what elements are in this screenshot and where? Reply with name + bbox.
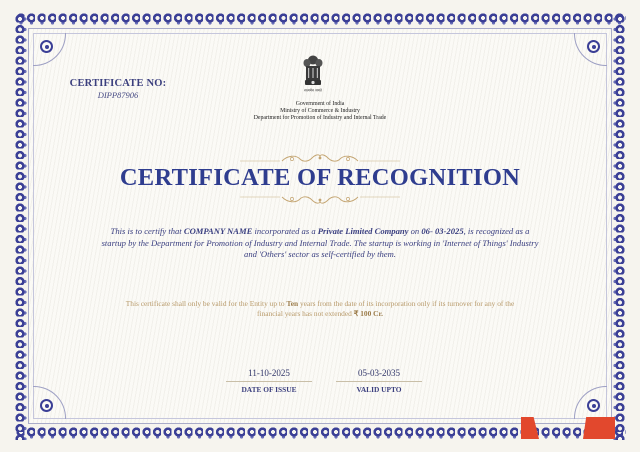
- certificate-title: CERTIFICATE OF RECOGNITION: [119, 164, 521, 191]
- corner-dot-icon: [587, 399, 600, 412]
- company-name: COMPANY NAME: [183, 226, 253, 236]
- corner-ornament-top-left: [33, 33, 61, 61]
- statement-text: on: [408, 226, 422, 236]
- divider: [226, 381, 312, 382]
- certificate-number-block: [68, 78, 168, 100]
- validity-years: Ten: [286, 299, 299, 308]
- certificate-number-value: DIPP87906: [97, 90, 139, 100]
- validity-text: years from the date of its incorporation only if its turnover for any of the financial years has not extended: [257, 299, 515, 318]
- corner-dot-icon: [40, 40, 53, 53]
- statement-text: incorporated as a: [252, 226, 318, 236]
- issuer-department: Department for Promotion of Industry and Internal Trade: [253, 115, 387, 121]
- date-of-issue-label: DATE OF ISSUE: [241, 385, 297, 394]
- valid-upto-block: [336, 368, 422, 394]
- corner-dot-icon: [40, 399, 53, 412]
- statement-text: , is recognized as a startup by the Department for Promotion of Industry and Internal Trade. The startup is working in 'Internet of Things' Industry and 'Others' sector as self-certified by them.: [101, 226, 539, 259]
- svg-text:सत्यमेव जयते: सत्यमेव जयते: [304, 88, 322, 93]
- corner-ornament-bottom-right: [579, 391, 607, 419]
- issuer-ministry: Ministry of Commerce & Industry: [280, 108, 360, 114]
- chain-border-top: [14, 12, 626, 26]
- flourish-ornament-bottom-icon: [240, 193, 400, 205]
- chain-border-right: [612, 12, 626, 440]
- validity-statement: [120, 299, 520, 319]
- valid-upto-value: 05-03-2035: [358, 368, 400, 378]
- red-stamp-mark-right: [583, 417, 615, 439]
- statement-text: This is to certify that: [110, 226, 184, 236]
- issuer-block: [200, 101, 440, 122]
- company-type: Private Limited Company: [317, 226, 409, 236]
- corner-ornament-top-right: [579, 33, 607, 61]
- certificate-number-label: CERTIFICATE NO:: [69, 78, 167, 89]
- chain-border-left: [14, 12, 28, 440]
- validity-text: This certificate shall only be valid for the Entity up to: [125, 299, 287, 308]
- incorporation-date: 06- 03-2025: [421, 226, 464, 236]
- date-of-issue-value: 11-10-2025: [248, 368, 290, 378]
- valid-upto-label: VALID UPTO: [356, 385, 402, 394]
- national-emblem-icon: [302, 54, 324, 94]
- turnover-limit: ₹ 100 Cr.: [353, 309, 383, 318]
- corner-ornament-bottom-left: [33, 391, 61, 419]
- corner-dot-icon: [587, 40, 600, 53]
- divider: [336, 381, 422, 382]
- issuer-government: Government of India: [295, 101, 345, 107]
- date-of-issue-block: [226, 368, 312, 394]
- certification-statement: [100, 226, 540, 261]
